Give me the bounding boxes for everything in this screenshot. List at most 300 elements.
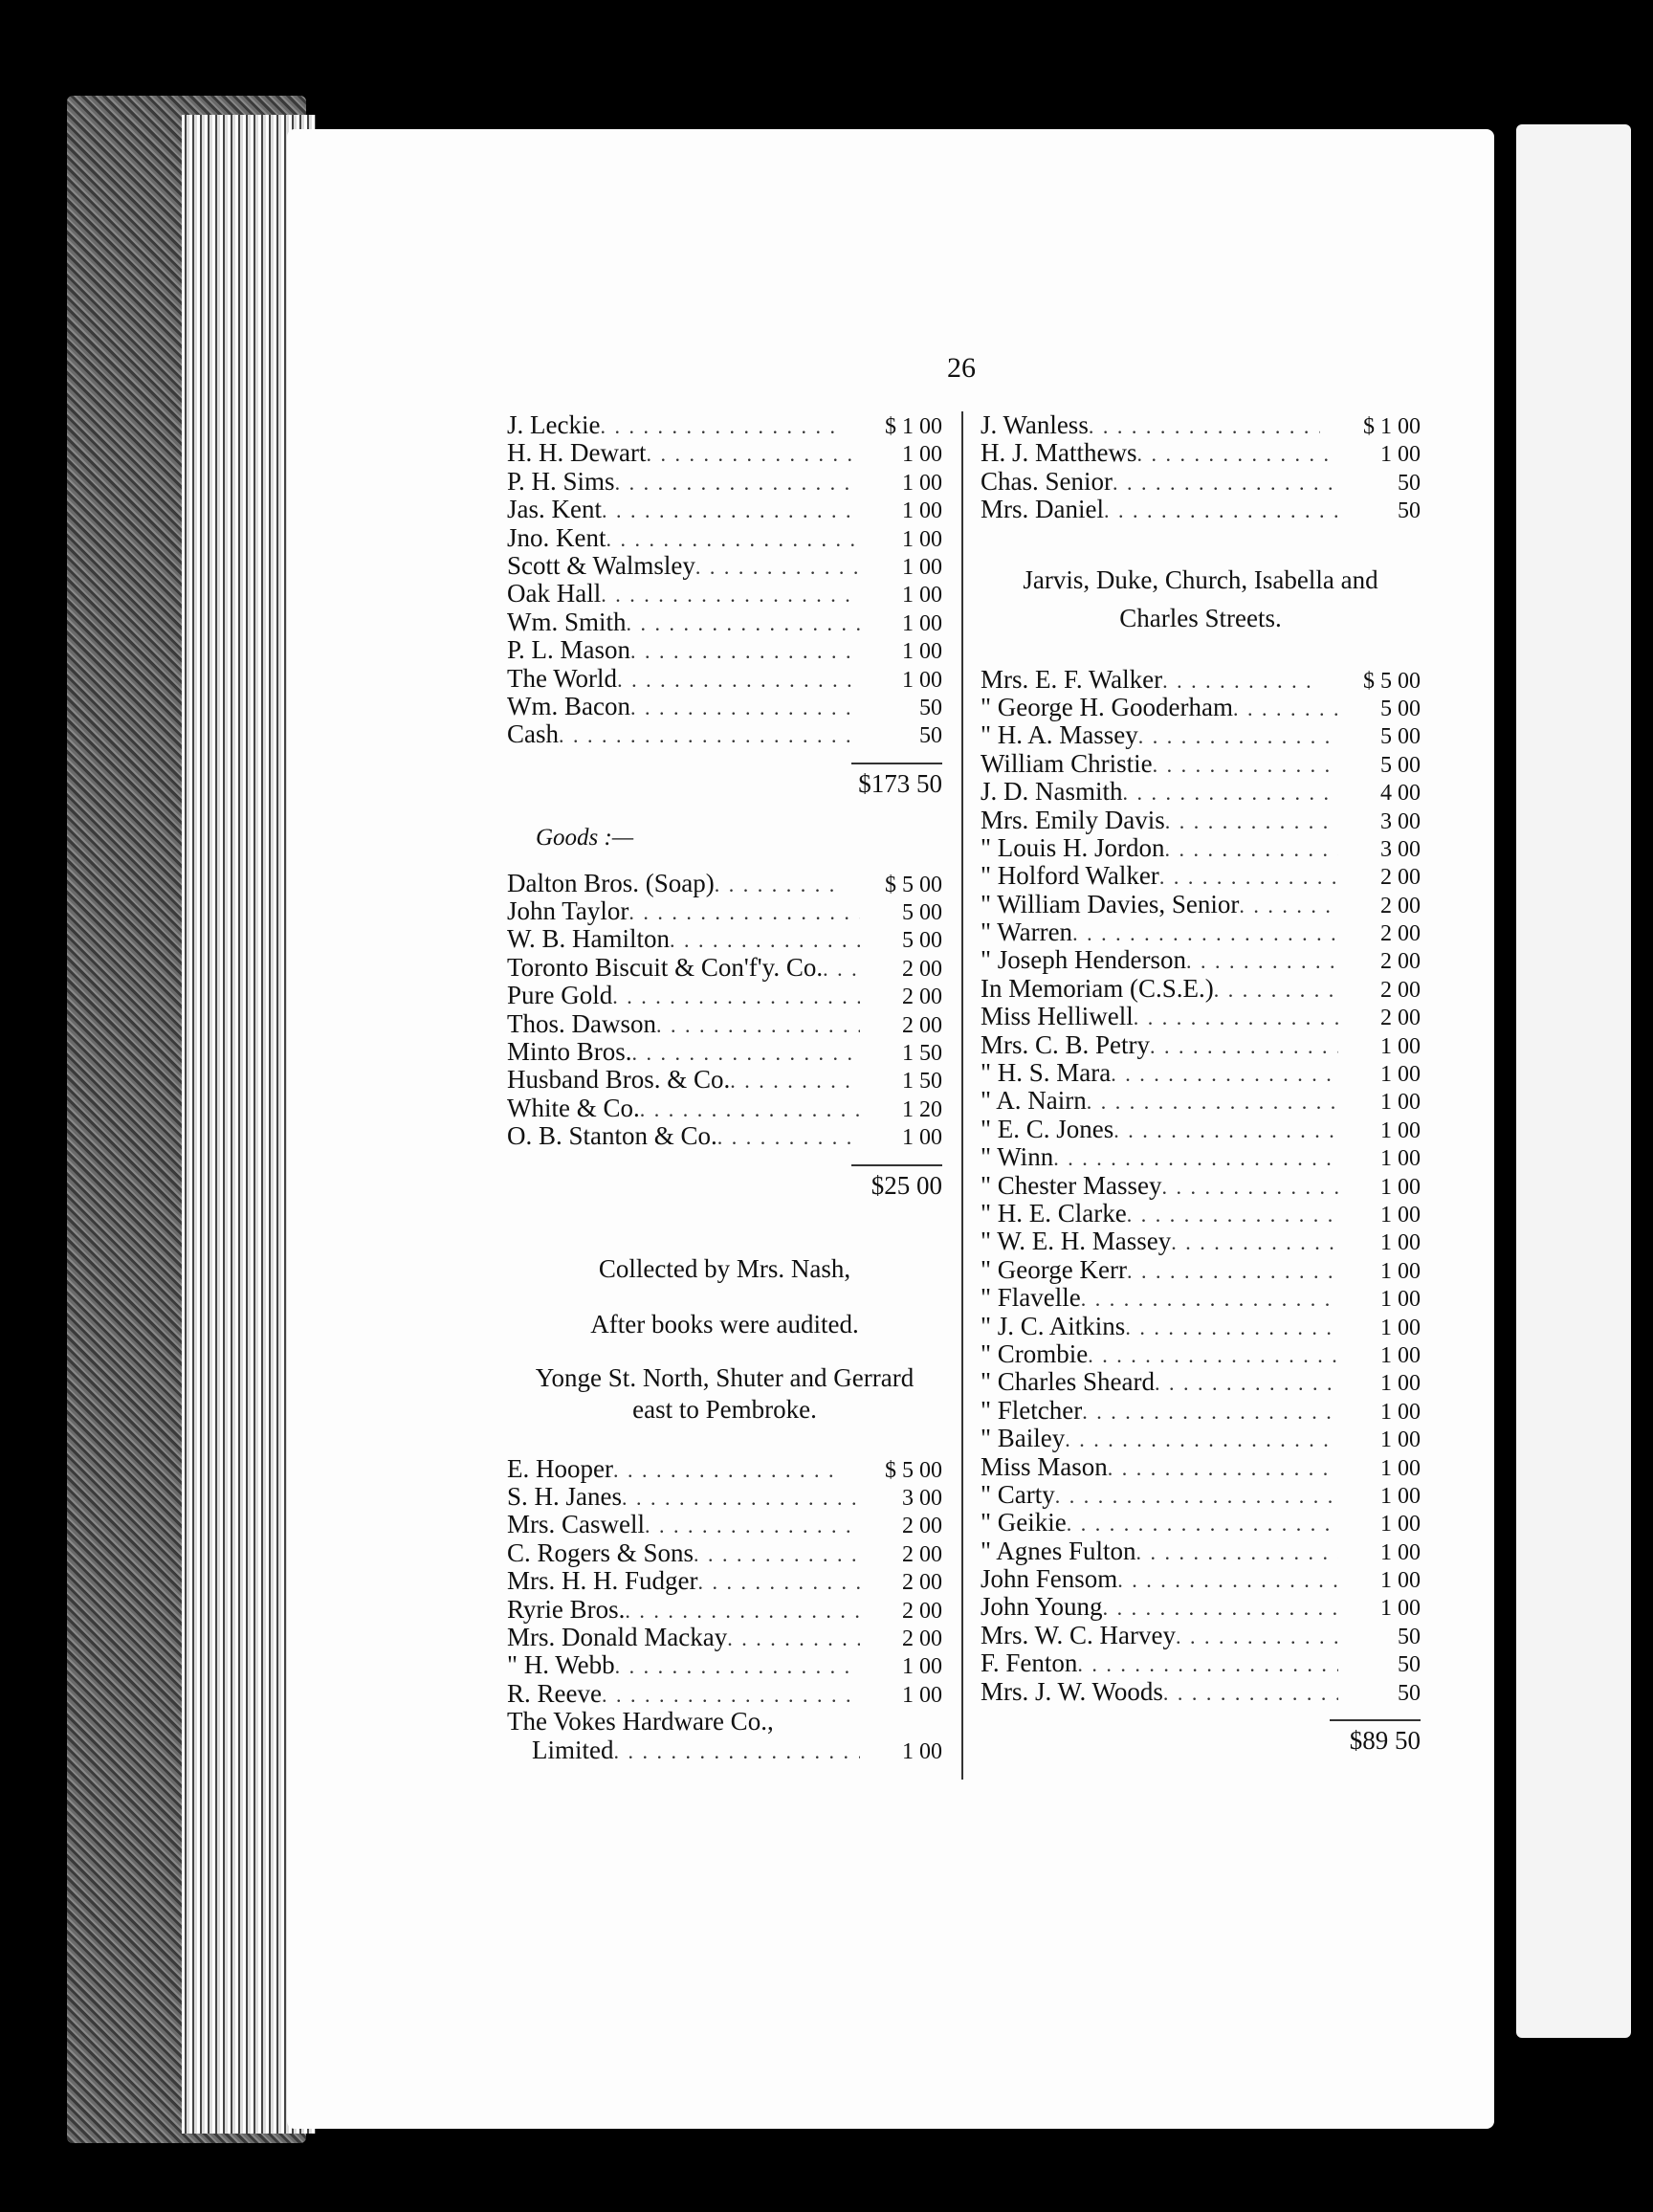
leader-dots	[1137, 439, 1339, 468]
list-item	[507, 1095, 942, 1122]
donation-amount: 1 00	[902, 1654, 942, 1680]
list-item	[981, 1509, 1421, 1537]
donor-name: " Fletcher	[981, 1395, 1083, 1425]
donor-name: John Young	[981, 1592, 1103, 1622]
donor-name: " Holford Walker	[981, 861, 1159, 891]
leader-dots	[1053, 1143, 1338, 1172]
list-item	[507, 1680, 942, 1708]
list-item	[507, 1122, 942, 1150]
list-item	[981, 750, 1421, 778]
donation-amount: 1 00	[1380, 1455, 1421, 1481]
donor-name: John Taylor	[507, 896, 629, 926]
leader-dots	[1067, 1509, 1338, 1537]
leader-dots	[1127, 1256, 1338, 1285]
leader-dots	[645, 1511, 860, 1539]
list-item	[981, 946, 1421, 974]
page-number: 26	[947, 352, 976, 384]
facing-page-edge	[1516, 124, 1631, 2038]
right-donor-list-2	[981, 666, 1421, 1706]
list-item	[981, 918, 1421, 946]
right-column	[981, 411, 1421, 1759]
donor-name: " George H. Gooderham	[981, 692, 1233, 721]
donor-name: " Bailey	[981, 1424, 1066, 1453]
goods-list	[507, 870, 942, 1151]
leader-dots	[727, 1624, 860, 1652]
list-item	[981, 1116, 1421, 1143]
donor-name: " Chester Massey	[981, 1170, 1162, 1200]
list-item	[507, 1483, 942, 1511]
donor-name: J. D. Nasmith	[981, 777, 1123, 807]
collected-by-heading: Collected by Mrs. Nash,	[598, 1253, 851, 1283]
donor-name: Miss Mason	[981, 1451, 1108, 1481]
list-item	[981, 1031, 1421, 1059]
list-item	[981, 1397, 1421, 1425]
leader-dots	[694, 1539, 860, 1568]
leader-dots	[1113, 1116, 1338, 1144]
leader-dots	[1138, 721, 1338, 750]
donation-amount: 2 00	[902, 956, 942, 982]
list-item	[981, 1425, 1421, 1452]
leader-dots	[1165, 834, 1338, 863]
donation-amount: 1 00	[1380, 1258, 1421, 1284]
donor-name: C. Rogers & Sons	[507, 1537, 694, 1567]
donor-name: " H. A. Massey	[981, 720, 1138, 750]
leader-dots	[1136, 1537, 1338, 1566]
donor-name: H. J. Matthews	[981, 438, 1137, 468]
list-item	[981, 411, 1421, 439]
donation-amount: 1 00	[1380, 1033, 1421, 1059]
donor-name: " Crombie	[981, 1338, 1089, 1368]
list-item	[507, 468, 942, 496]
list-item	[981, 862, 1421, 890]
donation-amount: 1 00	[902, 554, 942, 580]
list-item	[507, 1624, 942, 1651]
donor-name: F. Fenton	[981, 1648, 1078, 1678]
leader-dots	[625, 1596, 860, 1625]
donor-name: J. Wanless	[981, 410, 1089, 439]
donor-name: Jas. Kent	[507, 495, 602, 524]
leader-dots	[600, 411, 842, 440]
left-total-2: $25 00	[871, 1170, 942, 1200]
list-item	[981, 1593, 1421, 1621]
donor-name: E. Hooper	[507, 1453, 613, 1483]
left-total-1: $173 50	[858, 768, 942, 798]
list-item	[507, 954, 942, 982]
leader-dots	[1125, 1313, 1338, 1341]
donation-amount: 1 00	[1380, 1117, 1421, 1143]
donation-amount: 1 00	[1380, 1512, 1421, 1537]
donor-name: " E. C. Jones	[981, 1114, 1114, 1143]
donor-name: Mrs. Daniel	[981, 495, 1104, 524]
donor-name: J. Leckie	[507, 410, 601, 439]
list-item	[981, 975, 1421, 1003]
donation-amount: 1 20	[902, 1096, 942, 1122]
donor-name: " W. E. H. Massey	[981, 1227, 1172, 1256]
leader-dots	[1153, 750, 1338, 779]
list-item	[507, 1708, 942, 1736]
donor-name: Mrs. Donald Mackay	[507, 1622, 728, 1651]
donation-amount: 2 00	[1380, 949, 1421, 975]
donor-name: Mrs. E. F. Walker	[981, 664, 1163, 694]
list-item	[981, 1565, 1421, 1593]
list-item	[981, 1200, 1421, 1228]
donor-name: Mrs. Emily Davis	[981, 805, 1165, 834]
list-item	[981, 496, 1421, 523]
list-item	[507, 580, 942, 608]
donor-name: O. B. Stanton & Co.	[507, 1121, 717, 1151]
leader-dots	[1065, 1425, 1338, 1453]
donation-amount: 1 00	[902, 610, 942, 636]
donor-name: " Winn	[981, 1142, 1054, 1172]
donor-name: " A. Nairn	[981, 1086, 1087, 1116]
leader-dots	[1111, 1059, 1338, 1088]
donor-name: " H. S. Mara	[981, 1058, 1112, 1088]
donation-amount: 50	[919, 695, 942, 720]
donor-name: " William Davies, Senior	[981, 889, 1240, 918]
donor-name: Oak Hall	[507, 579, 602, 608]
donation-amount: $ 5 00	[885, 1457, 942, 1483]
leader-dots	[1171, 1228, 1338, 1256]
leader-dots	[613, 1455, 842, 1484]
list-item	[507, 1010, 942, 1038]
donor-name: " J. C. Aitkins	[981, 1311, 1126, 1340]
list-item	[507, 411, 942, 439]
donor-name: Chas. Senior	[981, 466, 1113, 496]
list-item	[981, 807, 1421, 834]
donation-amount: 50	[1398, 498, 1421, 524]
donor-name: William Christie	[981, 748, 1153, 778]
list-item	[981, 1622, 1421, 1649]
leader-dots	[1176, 1622, 1338, 1650]
donor-name: " Carty	[981, 1479, 1055, 1509]
left-column	[507, 411, 942, 1764]
list-item	[507, 1567, 942, 1595]
leader-dots	[1233, 694, 1338, 722]
donation-amount: 2 00	[902, 1570, 942, 1596]
leader-dots	[1117, 1565, 1338, 1594]
list-item	[507, 665, 942, 693]
donation-amount: 1 50	[902, 1041, 942, 1067]
donor-name: " Charles Sheard	[981, 1367, 1155, 1397]
donor-name: S. H. Janes	[507, 1481, 622, 1511]
leader-dots	[601, 580, 860, 608]
donor-name: " Louis H. Jordon	[981, 832, 1165, 862]
donation-amount: 1 00	[902, 1738, 942, 1764]
list-item	[507, 439, 942, 467]
leader-dots	[622, 1483, 860, 1512]
donation-amount: 50	[1398, 1624, 1421, 1649]
donation-amount: 1 00	[1380, 1483, 1421, 1509]
leader-dots	[1072, 918, 1338, 947]
list-item	[507, 524, 942, 552]
leader-dots	[640, 1095, 860, 1123]
list-item	[981, 694, 1421, 721]
donor-name: Mrs. W. C. Harvey	[981, 1620, 1176, 1649]
leader-dots	[1081, 1284, 1338, 1313]
donation-amount: 2 00	[1380, 977, 1421, 1003]
list-item	[981, 1143, 1421, 1171]
left-donor-list-1	[507, 411, 942, 749]
donor-name: Wm. Smith	[507, 607, 627, 636]
donor-name: Husband Bros. & Co.	[507, 1065, 731, 1095]
donation-amount: 1 00	[1380, 442, 1421, 468]
leader-dots	[1082, 1397, 1338, 1426]
leader-dots	[1163, 1678, 1338, 1707]
list-item	[507, 496, 942, 523]
donor-name: Limited	[532, 1735, 614, 1764]
leader-dots	[1186, 946, 1338, 975]
donor-name: Miss Helliwell	[981, 1002, 1134, 1031]
list-item	[507, 693, 942, 720]
list-item	[981, 1313, 1421, 1340]
leader-dots	[1134, 1003, 1338, 1031]
donation-amount: 2 00	[1380, 865, 1421, 891]
donation-amount: 2 00	[902, 1541, 942, 1567]
leader-dots	[670, 925, 860, 954]
donation-amount: 1 00	[902, 498, 942, 524]
list-item	[981, 1228, 1421, 1255]
list-item	[981, 439, 1421, 467]
donor-name: The World	[507, 663, 618, 693]
donor-name: Pure Gold	[507, 981, 613, 1010]
leader-dots	[632, 1038, 860, 1067]
list-item	[981, 1649, 1421, 1677]
donation-amount: 1 00	[1380, 1287, 1421, 1313]
leader-dots	[730, 1066, 860, 1095]
leader-dots	[602, 1680, 860, 1709]
leader-dots	[606, 524, 861, 553]
list-item	[507, 1511, 942, 1538]
leader-dots	[617, 665, 860, 694]
leader-dots	[1150, 1031, 1338, 1060]
donation-amount: 1 00	[902, 1125, 942, 1151]
donation-amount: 1 00	[1380, 1146, 1421, 1172]
donation-amount: 5 00	[1380, 724, 1421, 750]
donor-name: Thos. Dawson	[507, 1008, 656, 1038]
donation-amount: 5 00	[902, 900, 942, 926]
donation-amount: 1 00	[1380, 1202, 1421, 1228]
leader-dots	[1127, 1200, 1338, 1228]
streets-heading-line-2: Charles Streets.	[1119, 603, 1282, 632]
leader-dots	[630, 636, 860, 665]
leader-dots	[1123, 778, 1339, 807]
leader-dots	[1113, 468, 1338, 497]
leader-dots	[695, 552, 860, 581]
donor-name: Mrs. J. W. Woods	[981, 1676, 1163, 1706]
donor-name: " George Kerr	[981, 1254, 1127, 1284]
list-item	[507, 897, 942, 925]
leader-dots	[1214, 975, 1338, 1004]
donor-name: John Fensom	[981, 1564, 1118, 1594]
leader-dots	[615, 1651, 860, 1680]
leader-dots	[1162, 666, 1320, 695]
donation-amount: 50	[1398, 470, 1421, 496]
list-item	[507, 720, 942, 748]
donor-name: Mrs. H. H. Fudger	[507, 1566, 698, 1596]
donor-name: Toronto Biscuit & Con'f'y. Co.	[507, 952, 824, 982]
donation-amount: 4 00	[1380, 781, 1421, 807]
leader-dots	[646, 439, 860, 468]
leader-dots	[698, 1567, 861, 1596]
donation-amount: 1 00	[902, 526, 942, 552]
donation-amount: 1 00	[1380, 1174, 1421, 1200]
goods-heading: Goods :—	[536, 824, 634, 851]
donor-name: P. L. Mason	[507, 635, 631, 665]
list-item	[981, 1256, 1421, 1284]
list-item	[507, 925, 942, 953]
donor-name: Minto Bros.	[507, 1037, 632, 1067]
list-item	[981, 1481, 1421, 1509]
leader-dots	[1077, 1649, 1338, 1678]
donor-name: " H. Webb	[507, 1650, 615, 1680]
donor-name: " Flavelle	[981, 1283, 1081, 1313]
list-item	[981, 1087, 1421, 1115]
leader-dots	[628, 897, 860, 926]
area-heading-line-2: east to Pembroke.	[632, 1394, 817, 1424]
right-donor-list-1	[981, 411, 1421, 524]
donation-amount: 1 00	[1380, 1371, 1421, 1397]
list-item	[981, 834, 1421, 862]
donor-name: Mrs. Caswell	[507, 1510, 645, 1539]
right-total: $89 50	[1349, 1726, 1421, 1756]
list-item	[981, 666, 1421, 694]
list-item	[981, 468, 1421, 496]
list-item	[507, 1539, 942, 1567]
donor-name: W. B. Hamilton	[507, 924, 671, 954]
donation-amount: 2 00	[1380, 921, 1421, 947]
leader-dots	[602, 496, 860, 524]
donor-name: " Warren	[981, 918, 1073, 947]
donation-amount: 2 00	[902, 1514, 942, 1539]
donation-amount: 5 00	[902, 928, 942, 954]
list-item	[981, 1340, 1421, 1368]
list-item	[507, 1455, 942, 1483]
after-audit-heading: After books were audited.	[590, 1309, 859, 1338]
donation-amount: 1 00	[1380, 1230, 1421, 1256]
list-item	[981, 1368, 1421, 1396]
donation-amount: 2 00	[902, 984, 942, 1010]
list-item	[507, 1596, 942, 1624]
leader-dots	[627, 608, 860, 637]
list-item	[507, 1736, 942, 1764]
leader-dots	[630, 693, 860, 721]
list-item	[507, 1066, 942, 1094]
leader-dots	[1159, 862, 1338, 891]
leader-dots	[612, 982, 860, 1010]
list-item	[981, 1003, 1421, 1030]
left-donor-list-2	[507, 1455, 942, 1709]
list-item	[981, 1453, 1421, 1481]
donation-amount: $ 5 00	[885, 872, 942, 897]
donation-amount: 1 00	[1380, 1539, 1421, 1565]
donor-name: Wm. Bacon	[507, 691, 630, 720]
leader-dots	[1089, 411, 1320, 440]
donation-amount: 3 00	[902, 1485, 942, 1511]
donor-name: Jno. Kent	[507, 522, 606, 552]
donation-amount: $ 5 00	[1363, 668, 1421, 694]
donation-amount: 1 00	[1380, 1568, 1421, 1594]
donation-amount: $ 1 00	[1363, 414, 1421, 439]
donation-amount: $ 1 00	[885, 414, 942, 439]
donation-amount: 1 00	[902, 442, 942, 468]
donation-amount: 1 00	[902, 470, 942, 496]
leader-dots	[1104, 496, 1338, 524]
list-item	[981, 778, 1421, 806]
donor-name: White & Co.	[507, 1093, 640, 1122]
list-item	[981, 1284, 1421, 1312]
donor-name: Mrs. C. B. Petry	[981, 1029, 1151, 1059]
leader-dots	[1155, 1368, 1338, 1397]
donation-amount: 1 00	[1380, 1315, 1421, 1340]
leader-dots	[715, 870, 842, 898]
column-divider	[961, 411, 963, 1780]
leader-dots	[1055, 1481, 1338, 1510]
leader-dots	[1088, 1340, 1338, 1369]
donor-name: P. H. Sims	[507, 466, 615, 496]
list-item	[981, 1678, 1421, 1706]
list-item	[981, 891, 1421, 918]
donation-amount: 50	[919, 723, 942, 749]
donor-name: " H. E. Clarke	[981, 1198, 1127, 1228]
list-item	[981, 721, 1421, 749]
donor-name: " Joseph Henderson	[981, 945, 1186, 975]
list-item	[981, 1059, 1421, 1087]
leader-dots	[1087, 1087, 1338, 1116]
leader-dots	[1239, 891, 1338, 919]
donation-amount: 1 00	[1380, 1062, 1421, 1088]
list-item	[507, 1038, 942, 1066]
donor-name: " Geikie	[981, 1508, 1067, 1537]
leader-dots	[559, 720, 860, 749]
list-item	[507, 552, 942, 580]
list-item	[507, 636, 942, 664]
donation-amount: 2 00	[902, 1598, 942, 1624]
donation-amount: 1 00	[1380, 1596, 1421, 1622]
list-item	[507, 982, 942, 1009]
donation-amount: 2 00	[902, 1012, 942, 1038]
list-item	[981, 1172, 1421, 1200]
donation-amount: 5 00	[1380, 696, 1421, 721]
donor-name: Cash	[507, 719, 559, 749]
donation-amount: 2 00	[1380, 1006, 1421, 1031]
leader-dots	[717, 1122, 860, 1151]
donor-name: Dalton Bros. (Soap)	[507, 868, 715, 897]
donation-amount: 3 00	[1380, 836, 1421, 862]
donor-name: R. Reeve	[507, 1678, 602, 1708]
leader-dots	[1162, 1172, 1339, 1201]
list-item	[507, 870, 942, 897]
streets-heading-line-1: Jarvis, Duke, Church, Isabella and	[1023, 564, 1378, 594]
donation-amount: 1 50	[902, 1069, 942, 1095]
donation-amount: 5 00	[1380, 752, 1421, 778]
donation-amount: 1 00	[902, 583, 942, 608]
donation-amount: 50	[1398, 1652, 1421, 1678]
donor-name: " Agnes Fulton	[981, 1536, 1136, 1565]
donor-name: H. H. Dewart	[507, 438, 647, 468]
donation-amount: 1 00	[902, 667, 942, 693]
donation-amount: 2 00	[902, 1626, 942, 1651]
leader-dots	[823, 954, 860, 983]
donation-amount: 1 00	[1380, 1427, 1421, 1453]
donor-name: In Memoriam (C.S.E.)	[981, 973, 1214, 1003]
list-item	[981, 1537, 1421, 1565]
donation-amount: 2 00	[1380, 893, 1421, 918]
donor-name: Ryrie Bros.	[507, 1594, 626, 1624]
area-heading-line-1: Yonge St. North, Shuter and Gerrard	[535, 1362, 915, 1392]
donation-amount: 1 00	[902, 1682, 942, 1708]
donation-amount: 3 00	[1380, 808, 1421, 834]
leader-dots	[1165, 807, 1338, 835]
